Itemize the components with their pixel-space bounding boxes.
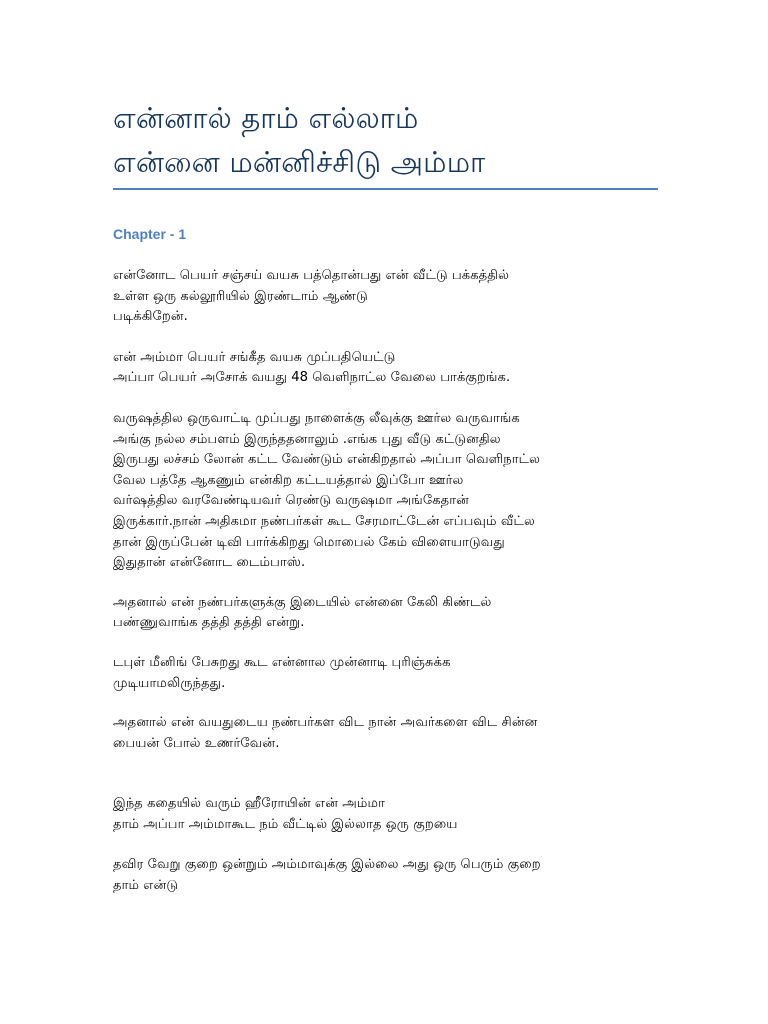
text-line: இருபது லச்சம் லோன் கட்ட வேண்டும் என்கிறதால் அப்பா வெளிநாட்ல [113,452,541,468]
paragraph [113,855,657,896]
text-line: தாம் என்டு [113,878,179,894]
paragraph [113,266,657,328]
title-line: என்னால் தாம் எல்லாம் [113,101,419,135]
text-line: இந்த கதையில் வரும் ஹீரோயின் என் அம்மா [113,796,385,812]
document-body [113,266,657,897]
text-line: என்னோட பெயர் சஞ்சய் வயசு பத்தொன்பது என் வீட்டு பக்கத்தில் [113,268,510,283]
text-line: பண்ணுவாங்க தத்தி தத்தி என்று. [113,615,305,631]
paragraph [113,713,657,754]
text-line: தான் இருப்பேன் டிவி பார்க்கிறது மொபைல் கேம் விளையாடுவது [113,534,505,550]
text-line: அங்கு நல்ல சம்பளம் இருந்ததனாலும் .எங்க புது வீடு கட்டுனதில [113,431,501,447]
text-line: இதுதான் என்னோட டைம்பாஸ். [113,555,306,571]
text-line: டபுள் மீனிங் பேசுறது கூட என்னால முன்னாடி புரிஞ்சுக்க [113,654,451,670]
title-underline-divider [113,188,658,190]
text-line: அப்பா பெயர் அசோக் வயது 48 வெளிநாட்ல வேலை பாக்குறங்க. [113,370,511,386]
text-line: பையன் போல் உணர்வேன். [113,735,280,751]
text-line: அதனால் என் நண்பர்களுக்கு இடையில் என்னை கேலி கிண்டல் [113,594,492,610]
chapter-heading: Chapter - 1 [113,226,187,242]
paragraph [113,653,657,694]
text-line: வர்ஷத்தில வரவேண்டியவர் ரெண்டு வருஷமா அங்கேதான் [113,493,469,509]
text-line: அதனால் என் வயதுடைய நண்பர்கள விட நான் அவர்களை விட சின்ன [113,715,538,731]
paragraph [113,794,657,835]
text-line: தாம் அப்பா அம்மாகூட நம் வீட்டில் இல்லாத ஒரு குறயை [113,816,458,832]
paragraph [113,409,657,574]
document-title [113,0,657,184]
text-line: இருக்கார்.நான் அதிகமா நண்பர்கள் கூட சேரமாட்டேன் எப்பவும் வீட்ல [113,513,535,529]
text-line: வருஷத்தில ஒருவாட்டி முப்பது நாளைக்கு லீவுக்கு ஊர்ல வருவாங்க [113,410,520,426]
text-line: என் அம்மா பெயர் சங்கீத வயசு முப்பதியெட்டு [113,349,396,365]
text-line: படிக்கிறேன். [113,309,188,325]
paragraph [113,593,657,634]
paragraph [113,348,657,389]
text-line: முடியாமலிருந்தது. [113,675,226,691]
text-line: தவிர வேறு குறை ஒன்றும் அம்மாவுக்கு இல்லை அது ஒரு பெரும் குறை [113,857,541,873]
text-line: வேல பத்தே ஆகணும் என்கிற கட்டயத்தால் இப்போ ஊர்ல [113,472,464,488]
title-line: என்னை மன்னிச்சிடு அம்மா [113,145,486,179]
text-line: உள்ள ஒரு கல்லூரியில் இரண்டாம் ஆண்டு [113,288,368,304]
